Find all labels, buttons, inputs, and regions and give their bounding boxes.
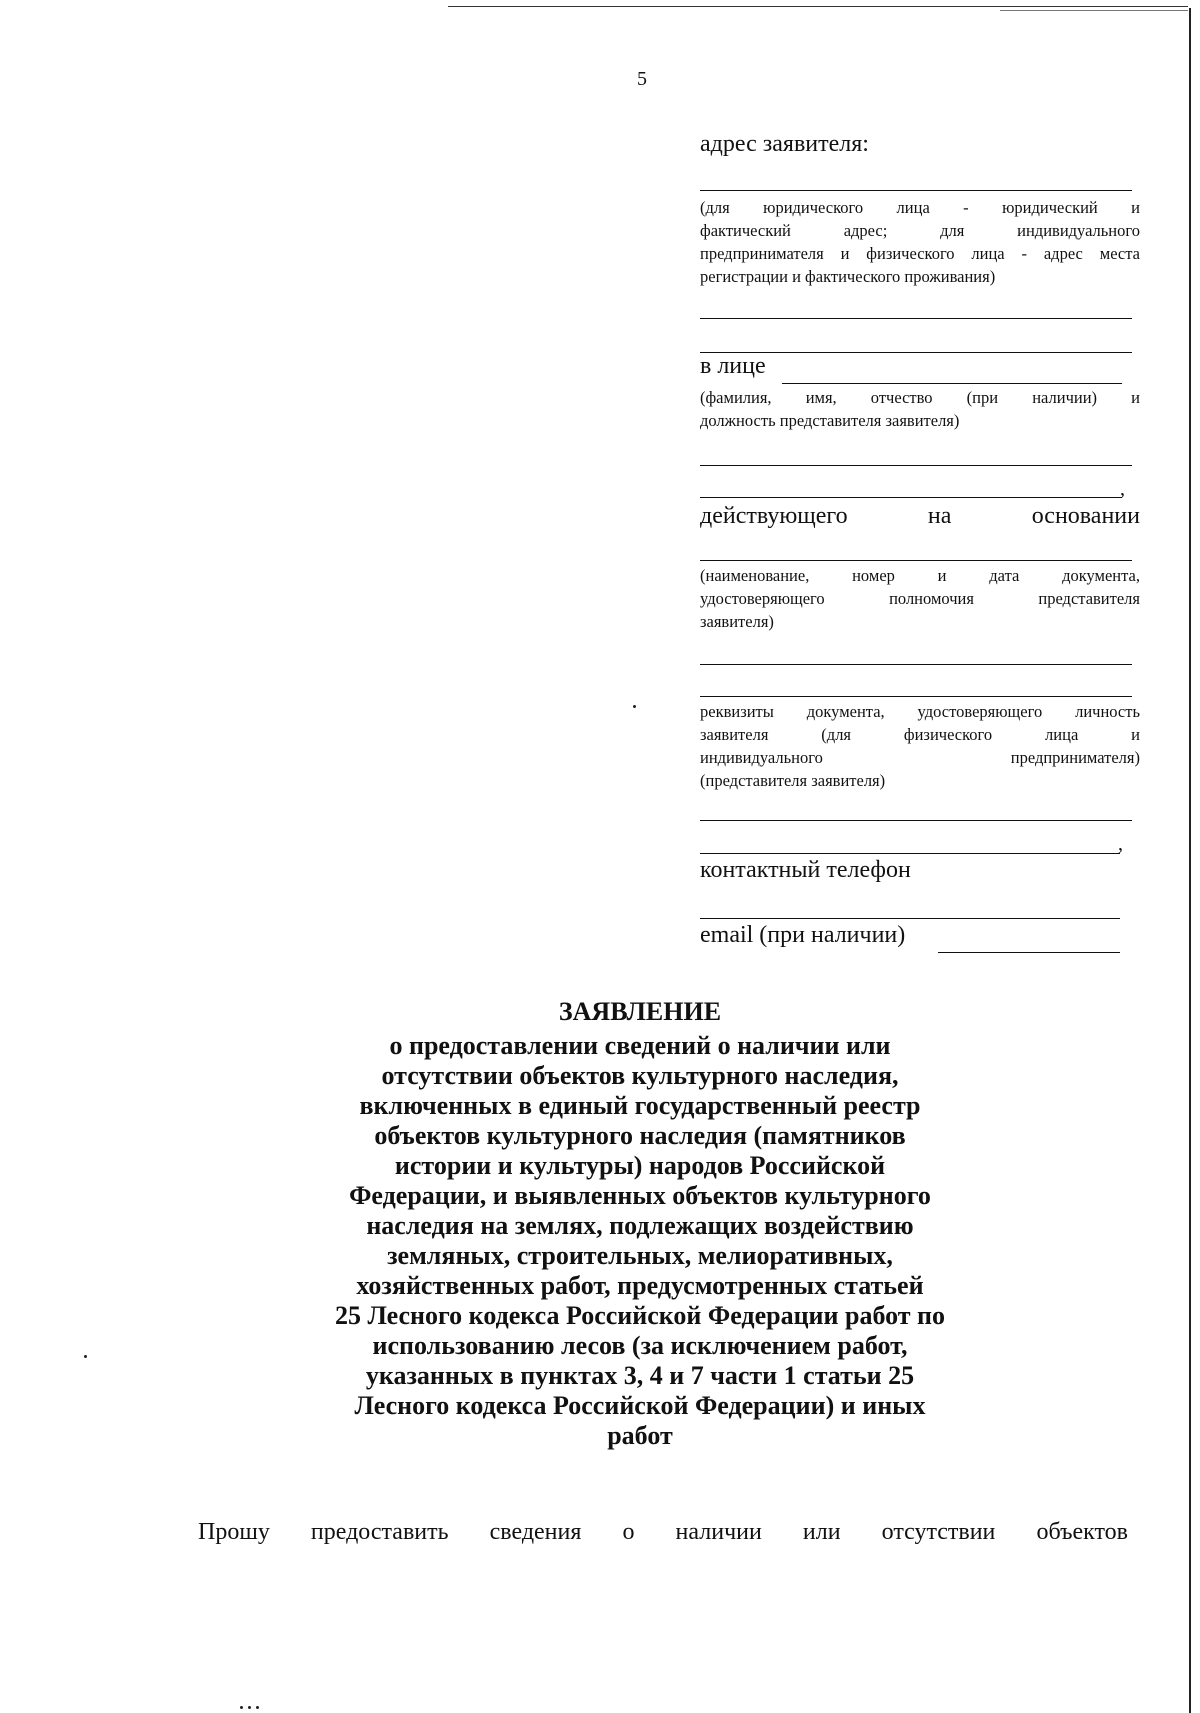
identity-hint-line: индивидуального предпринимателя): [700, 748, 1140, 767]
statement-subtitle-line: хозяйственных работ, предусмотренных статьей: [356, 1271, 924, 1300]
identity-hint: [700, 700, 1140, 792]
address-hint-line: предпринимателя и физического лица - адрес места: [700, 244, 1140, 263]
statement-subtitle-line: 25 Лесного кодекса Российской Федерации работ по: [334, 1301, 946, 1330]
phone-fill-line: [700, 918, 1120, 919]
statement-subtitle-line: Лесного кодекса Российской Федерации) и иных: [354, 1391, 926, 1420]
contact-phone-label: контактный телефон: [700, 857, 911, 883]
statement-subtitle-line: о предоставлении сведений о наличии или: [389, 1031, 891, 1060]
identity-hint-line: заявителя (для физического лица и: [700, 725, 1140, 744]
identity-fill-line-1: [700, 820, 1132, 821]
email-fill-line: [938, 952, 1120, 953]
scan-speck: [633, 705, 636, 708]
basis-hint: [700, 564, 1140, 633]
basis-fill-line-2: [700, 664, 1132, 665]
statement-subtitle-line: земляных, строительных, мелиоративных,: [387, 1241, 893, 1270]
address-hint-line: регистрации и фактического проживания): [700, 267, 996, 286]
basis-fill-line-3: [700, 696, 1132, 697]
scan-speck: [256, 1706, 259, 1709]
address-hint: [700, 196, 1140, 288]
statement-subtitle-line: наследия на землях, подлежащих воздействию: [366, 1211, 914, 1240]
acting-basis-label: действующего на основании: [700, 503, 1140, 529]
applicant-address-label: адрес заявителя:: [700, 131, 869, 157]
representative-fill-line-3: [700, 497, 1122, 498]
representative-fill-line-2: [700, 465, 1132, 466]
representative-hint-line: (фамилия, имя, отчество (при наличии) и: [700, 388, 1140, 407]
identity-hint-line: (представителя заявителя): [700, 771, 886, 790]
representative-fill-line: [782, 383, 1122, 384]
scan-speck: [84, 1355, 87, 1358]
statement-subtitle-line: указанных в пунктах 3, 4 и 7 части 1 статьи 25: [365, 1361, 915, 1390]
page-number: 5: [637, 68, 647, 90]
request-text: Прошу предоставить сведения о наличии или отсутствии объектов: [198, 1519, 1128, 1545]
statement-heading: ЗАЯВЛЕНИЕ: [558, 997, 722, 1026]
email-label: email (при наличии): [700, 922, 906, 948]
identity-fill-line-2: [700, 853, 1120, 854]
line-comma: ,: [1118, 833, 1123, 855]
address-fill-line-2: [700, 318, 1132, 319]
representative-label: в лице: [700, 353, 766, 379]
address-hint-line: (для юридического лица - юридический и: [700, 198, 1140, 217]
statement-subtitle-line: включенных в единый государственный реестр: [359, 1091, 921, 1120]
basis-hint-line: удостоверяющего полномочия представителя: [700, 589, 1140, 608]
statement-subtitle-line: отсутствии объектов культурного наследия,: [381, 1061, 899, 1090]
scan-top-border-secondary: [1000, 10, 1188, 11]
representative-hint: [700, 386, 1140, 432]
statement-subtitle-line: Федерации, и выявленных объектов культурного: [349, 1181, 931, 1210]
basis-hint-line: заявителя): [700, 612, 774, 631]
statement-subtitle-line: истории и культуры) народов Российской: [394, 1151, 886, 1180]
basis-fill-line: [700, 560, 1132, 561]
scan-speck: [248, 1706, 251, 1709]
identity-hint-line: реквизиты документа, удостоверяющего личность: [700, 702, 1140, 721]
basis-hint-line: (наименование, номер и дата документа,: [700, 566, 1140, 585]
statement-subtitle-line: объектов культурного наследия (памятников: [374, 1121, 906, 1150]
scan-right-edge: [1189, 8, 1191, 1713]
address-hint-line: фактический адрес; для индивидуального: [700, 221, 1140, 240]
scan-speck: [240, 1706, 243, 1709]
statement-title: [230, 997, 1050, 1451]
statement-subtitle-line: использованию лесов (за исключением работ,: [372, 1331, 908, 1360]
scan-top-border: [448, 6, 1188, 7]
address-fill-line-1: [700, 190, 1132, 191]
statement-subtitle-line: работ: [607, 1421, 673, 1450]
line-comma: ,: [1120, 478, 1125, 500]
representative-hint-line: должность представителя заявителя): [700, 411, 960, 430]
